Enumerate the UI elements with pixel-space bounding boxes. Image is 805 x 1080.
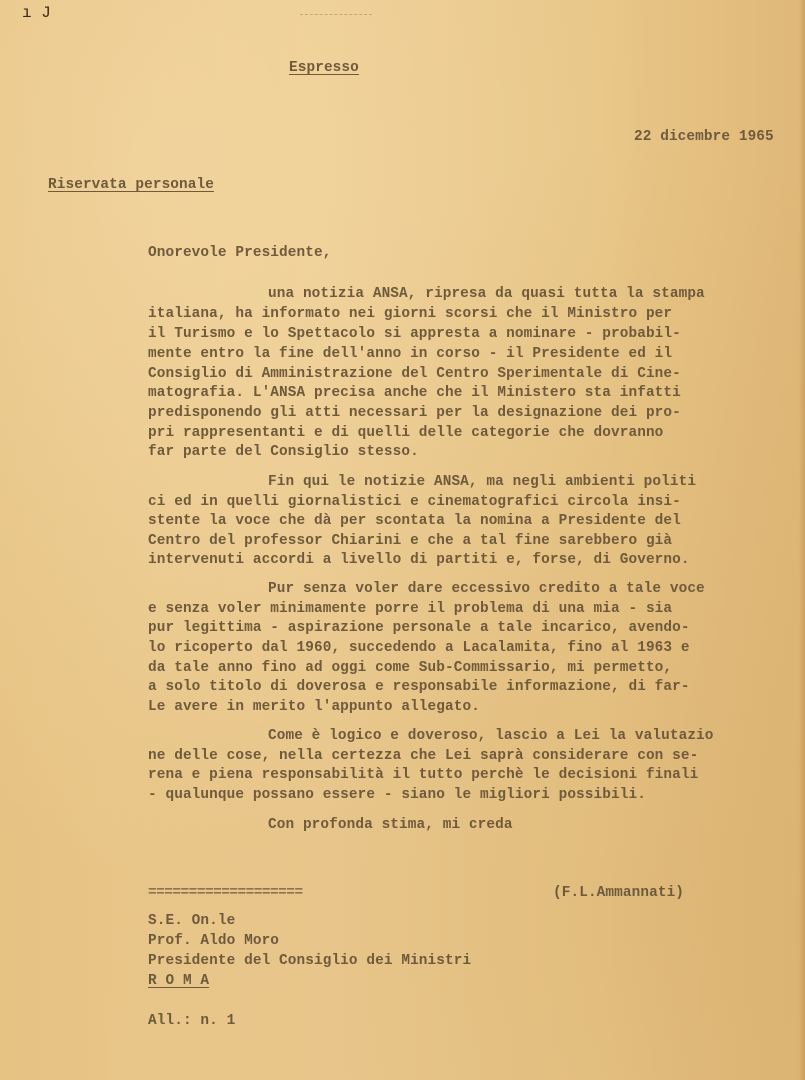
body-line: Pur senza voler dare eccessivo credito a tale voce xyxy=(268,581,705,597)
closing-line: Con profonda stima, mi creda xyxy=(268,817,513,833)
body-line: pri rappresentanti e di quelli delle categorie che dovranno xyxy=(148,425,664,441)
body-line: Fin qui le notizie ANSA, ma negli ambienti politi xyxy=(268,474,697,490)
page-edge-shadow xyxy=(799,0,805,1080)
recipient-line: S.E. On.le xyxy=(148,913,236,929)
recipient-line: Presidente del Consiglio dei Ministri xyxy=(148,953,472,969)
body-line: rena e piena responsabilità il tutto perchè le decisioni finali xyxy=(148,767,699,783)
recipient-line: Prof. Aldo Moro xyxy=(148,933,280,949)
body-line: lo ricoperto dal 1960, succedendo a Lacalamita, fino al 1963 e xyxy=(148,640,690,656)
body-line: Centro del professor Chiarini e che a tal fine sarebbero già xyxy=(148,533,673,549)
separator-line: =================== xyxy=(148,885,303,901)
body-line: Le avere in merito l'appunto allegato. xyxy=(148,699,480,715)
body-line: intervenuti accordi a livello di partiti e, forse, di Governo. xyxy=(148,552,690,568)
top-dash-line xyxy=(300,14,372,15)
body-line: Come è logico e doveroso, lascio a Lei la valutazio xyxy=(268,728,714,744)
confidential-label: Riservata personale xyxy=(48,177,214,193)
body-line: far parte del Consiglio stesso. xyxy=(148,444,419,460)
signature: (F.L.Ammannati) xyxy=(553,885,685,901)
body-line: pur legittima - aspirazione personale a tale incarico, avendo- xyxy=(148,620,690,636)
body-line: a solo titolo di doverosa e responsabile informazione, di far- xyxy=(148,679,690,695)
body-line: predisponendo gli atti necessari per la designazione dei pro- xyxy=(148,405,681,421)
body-line: ne delle cose, nella certezza che Lei saprà considerare con se- xyxy=(148,748,699,764)
body-line: una notizia ANSA, ripresa da quasi tutta la stampa xyxy=(268,286,705,302)
body-line: Consiglio di Amministrazione del Centro Sperimentale di Cine- xyxy=(148,366,681,382)
body-line: ci ed in quelli giornalistici e cinematografici circola insi- xyxy=(148,494,681,510)
letter-date: 22 dicembre 1965 xyxy=(634,129,774,145)
body-line: da tale anno fino ad oggi come Sub-Commissario, mi permetto, xyxy=(148,660,673,676)
body-line: il Turismo e lo Spettacolo si appresta a nominare - probabil- xyxy=(148,326,681,342)
body-line: stente la voce che dà per scontata la nomina a Presidente del xyxy=(148,513,681,529)
recipient-city: R O M A xyxy=(148,973,210,989)
body-line: e senza voler minimamente porre il problema di una mia - sia xyxy=(148,601,673,617)
salutation: Onorevole Presidente, xyxy=(148,245,332,261)
corner-handwritten-mark: ı J xyxy=(22,4,51,22)
header-espresso: Espresso xyxy=(289,60,359,76)
body-line: matografia. L'ANSA precisa anche che il Ministero sta infatti xyxy=(148,385,681,401)
body-line: italiana, ha informato nei giorni scorsi che il Ministro per xyxy=(148,306,673,322)
attachment-note: All.: n. 1 xyxy=(148,1013,236,1029)
body-line: - qualunque possano essere - siano le migliori possibili. xyxy=(148,787,646,803)
body-line: mente entro la fine dell'anno in corso - il Presidente ed il xyxy=(148,346,673,362)
